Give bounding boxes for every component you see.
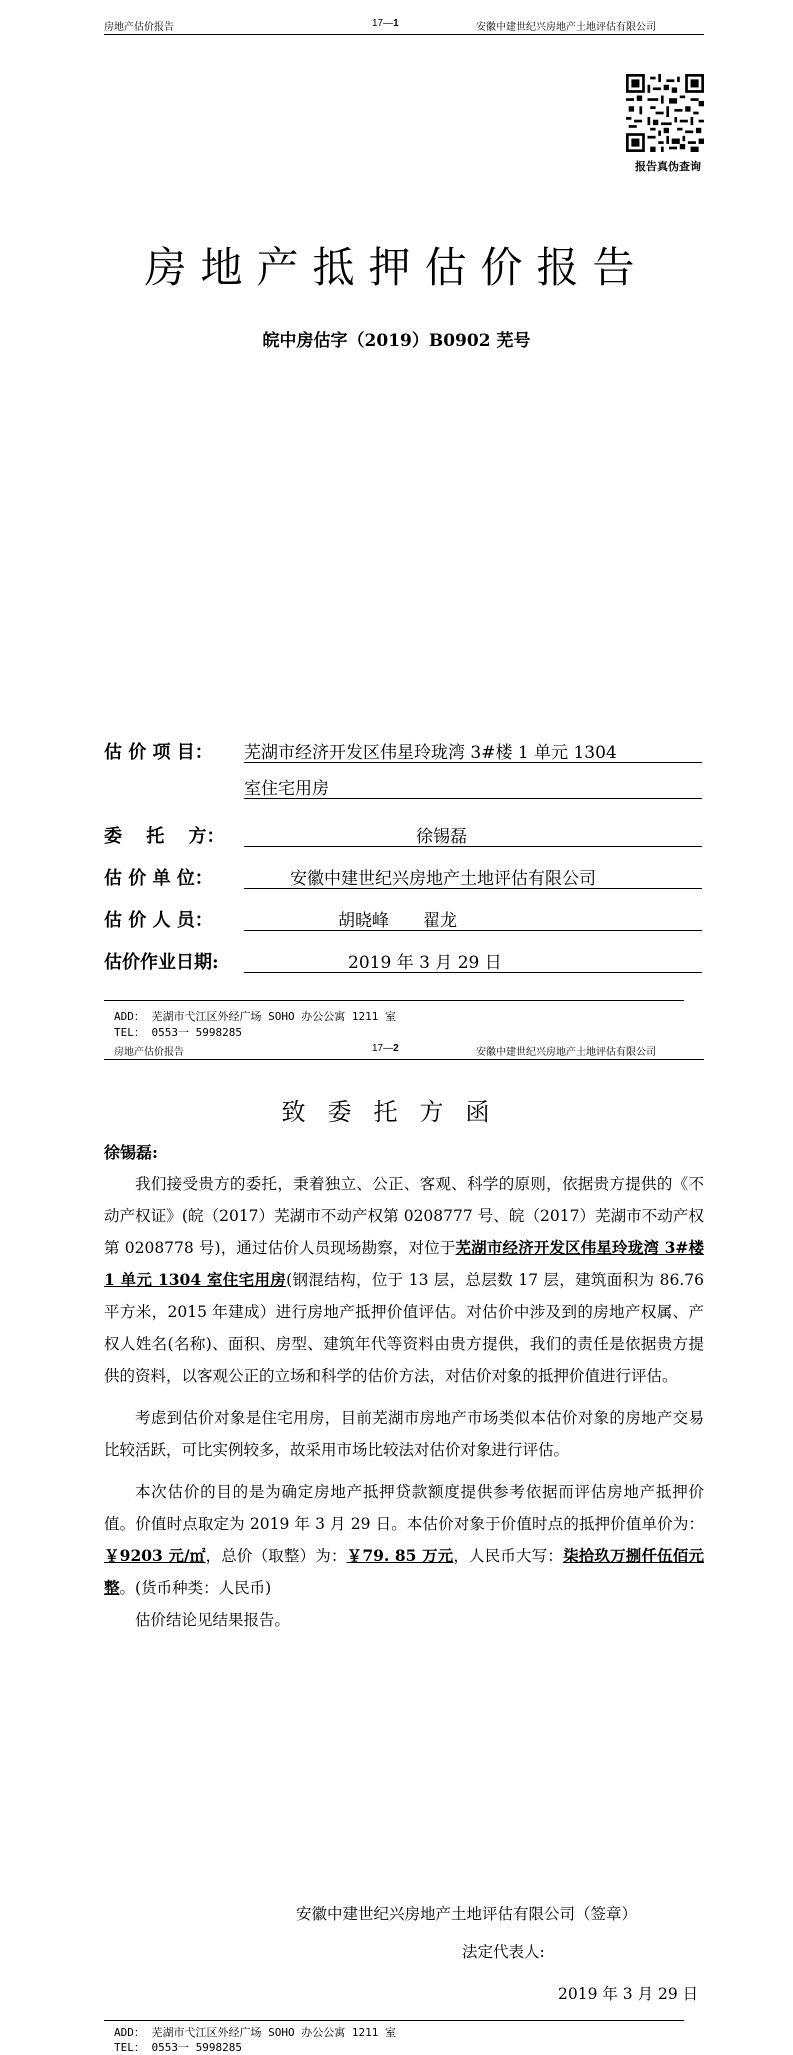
qr-code-icon [626,74,704,152]
paragraph-3 [104,1476,704,1604]
letter-body [104,1168,704,1636]
field-label-date: 估价作业日期: [104,952,219,973]
page2-footer-rule [104,2020,684,2021]
field-label-appraiser-org: 估 价 单 位： [104,868,213,889]
report-title: 房地产抵押估价报告 [144,243,649,292]
paragraph-1 [104,1168,704,1392]
qr-caption: 报告真伪查询 [635,160,701,173]
p1-text-a: 我们接受贵方的委托，秉着独立、公正、客观、科学的原则，依据贵方提供的《不动产权证》(皖（2017）芜湖市不动产权第 0208777 号、皖（2017）芜湖市不动产权第 0208778 号)，通过估价人员现场勘察，对位于 [104,1175,704,1257]
field-value-appraisers: 胡晓峰 翟龙 [338,911,457,931]
page1-footer-address: ADD： 芜湖市弋江区外经广场 SOHO 办公公寓 1211 室 [114,1010,396,1023]
page1-header-right: 安徽中建世纪兴房地产土地评估有限公司 [476,22,656,33]
field-label-client: 委 托 方： [104,826,225,847]
total-rmb: 柒拾玖万捌仟伍佰元整 [104,1546,704,1597]
p3-text-b: ，总价（取整）为： [205,1547,347,1565]
p3-text-a: 本次估价的目的是为确定房地产抵押贷款额度提供参考依据而评估房地产抵押价值。价值时点取定为 2019 年 3 月 29 日。本估价对象于价值时点的抵押价值单价为： [104,1483,704,1533]
page1-header-page: 1 [393,18,399,29]
report-number: 皖中房估字（2019）B0902 芜号 [262,331,531,351]
field-value-date: 2019 年 3 月 29 日 [348,953,502,973]
field-value-client: 徐锡磊 [416,827,467,847]
letter-title: 致委托方函 [281,1098,512,1126]
sign-date: 2019 年 3 月 29 日 [558,1985,699,2003]
field-value-project-line1: 芜湖市经济开发区伟星玲珑湾 3#楼 1 单元 1304 [244,743,617,763]
page2-header-left: 房地产估价报告 [114,1047,184,1058]
page2-header-page: 2 [393,1043,399,1054]
page2-header-rule [104,1059,704,1060]
page1-footer-rule [104,1000,684,1001]
page1-header-prefix: 17— [372,18,394,29]
unit-price: ￥9203 元/㎡ [104,1546,206,1565]
p3-text-d: 。(货币种类：人民币) [119,1579,272,1597]
field-label-project: 估 价 项 目： [104,742,213,763]
salutation: 徐锡磊: [104,1143,158,1162]
field-value-appraiser-org: 安徽中建世纪兴房地产土地评估有限公司 [290,869,596,889]
sign-representative: 法定代表人: [462,1943,545,1961]
total-price: ￥79. 85 万元 [346,1546,454,1565]
page1-header-center [372,18,399,29]
field-underline [244,972,702,973]
field-underline [244,762,702,763]
page2-footer-address: ADD： 芜湖市弋江区外经广场 SOHO 办公公寓 1211 室 [114,2026,396,2039]
sign-company: 安徽中建世纪兴房地产土地评估有限公司（签章） [296,1905,638,1923]
field-underline [244,846,702,847]
field-underline [244,888,702,889]
field-value-project-line2: 室住宅用房 [244,779,329,799]
page1-header-rule [104,34,704,35]
page2-header-right: 安徽中建世纪兴房地产土地评估有限公司 [476,1047,656,1058]
paragraph-4: 估价结论见结果报告。 [135,1611,291,1629]
page1-header-left: 房地产估价报告 [104,22,174,33]
p3-text-c: ，人民币大写： [453,1547,564,1565]
page2-header-prefix: 17— [372,1043,394,1054]
page2-header-center [372,1043,399,1054]
field-label-appraisers: 估 价 人 员： [104,910,213,931]
paragraph-2: 考虑到估价对象是住宅用房，目前芜湖市房地产市场类似本估价对象的房地产交易比较活跃，可比实例较多，故采用市场比较法对估价对象进行评估。 [104,1409,704,1459]
page2-footer-tel: TEL： 0553一 5998285 [114,2041,242,2054]
property-name: 芜湖市经济开发区伟星玲珑湾 3#楼 1 单元 1304 室住宅用房 [104,1238,704,1289]
field-underline [244,798,702,799]
field-underline [244,930,702,931]
page1-footer-tel: TEL： 0553一 5998285 [114,1026,242,1039]
p1-text-b: (钢混结构，位于 13 层，总层数 17 层，建筑面积为 86.76 平方米，2015 年建成）进行房地产抵押价值评估。对估价中涉及到的房地产权属、产权人姓名(名称)、面积、房型、建筑年代等资料由贵方提供，我们的责任是依据贵方提供的资料，以客观公正的立场和科学的估价方法，对估价对象的抵押价值进行评估。 [104,1271,704,1385]
